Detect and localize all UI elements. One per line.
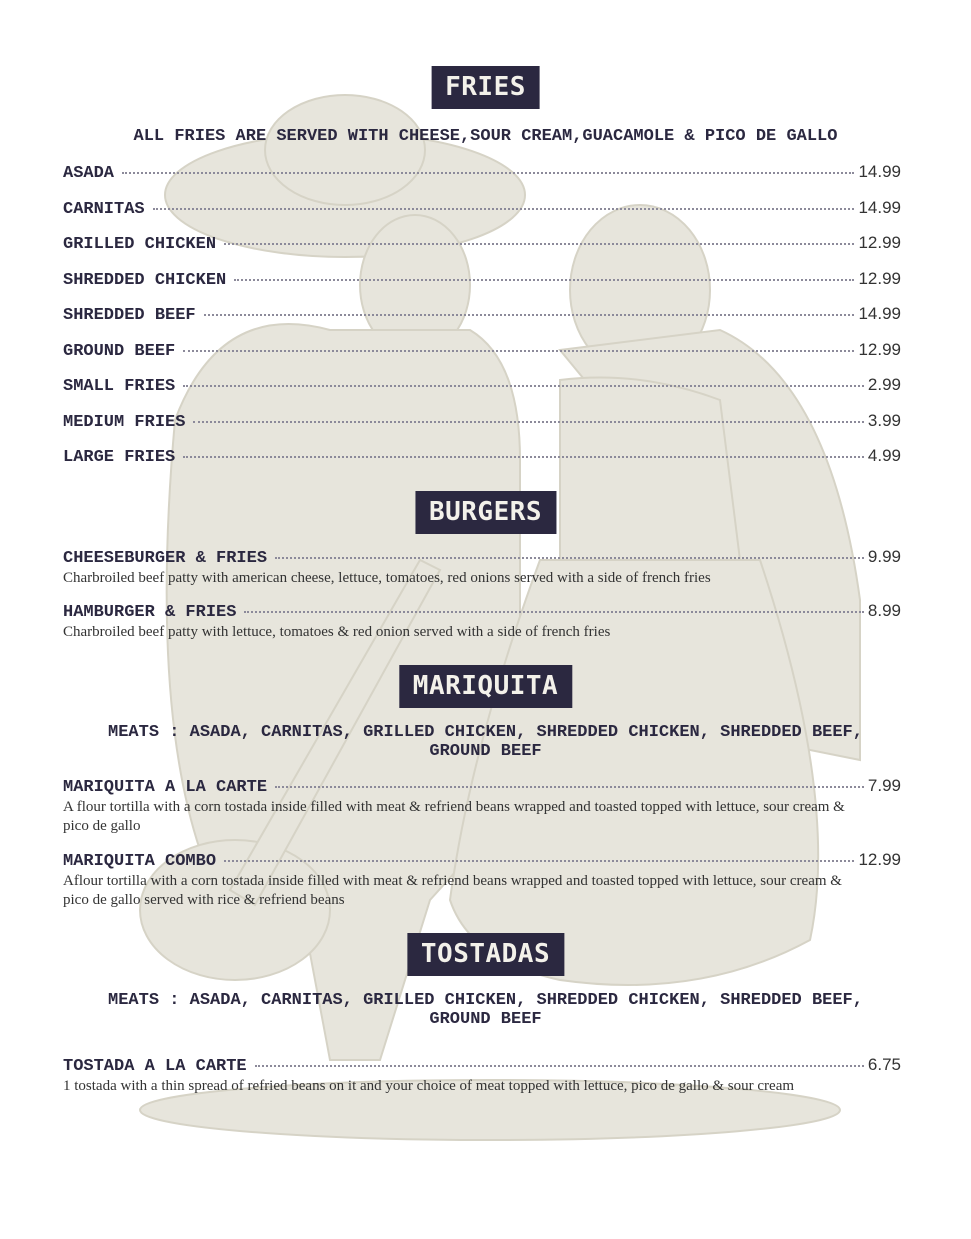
- menu-item: [63, 411, 901, 433]
- menu-item: [63, 375, 901, 397]
- dot-leader: [183, 384, 864, 387]
- item-name: CHEESEBURGER & FRIES: [63, 549, 268, 568]
- item-description: Charbroiled beef patty with lettuce, tomatoes & red onion served with a side of french fries: [63, 624, 611, 640]
- section-title-burgers: BURGERS: [415, 491, 556, 534]
- item-name: GRILLED CHICKEN: [63, 235, 217, 254]
- dot-leader: [183, 455, 864, 458]
- item-name: LARGE FRIES: [63, 448, 176, 467]
- item-price: 8.99: [867, 601, 901, 620]
- item-price: 14.99: [858, 304, 901, 323]
- dot-leader: [275, 785, 864, 788]
- dot-leader: [122, 171, 854, 174]
- item-name: TOSTADA A LA CARTE: [63, 1057, 247, 1076]
- item-price: 14.99: [858, 162, 901, 181]
- dot-leader: [275, 556, 864, 559]
- section-title-tostadas: TOSTADAS: [407, 933, 564, 976]
- menu-item: [63, 198, 901, 220]
- item-name: HAMBURGER & FRIES: [63, 603, 237, 622]
- item-price: 6.75: [867, 1055, 901, 1074]
- item-description: Aflour tortilla with a corn tostada inside filled with meat & refriend beans wrapped and toasted topped with lettuce, sour cream & pico de gallo served with rice & refriend beans: [63, 873, 842, 908]
- item-name: MEDIUM FRIES: [63, 413, 186, 432]
- item-price: 2.99: [867, 375, 901, 394]
- item-description: Charbroiled beef patty with american cheese, lettuce, tomatoes, red onions served with a side of french fries: [63, 570, 711, 586]
- item-name: SHREDDED CHICKEN: [63, 271, 227, 290]
- menu-item: [63, 162, 901, 184]
- item-name: MARIQUITA COMBO: [63, 852, 217, 871]
- dot-leader: [255, 1064, 864, 1067]
- item-name: MARIQUITA A LA CARTE: [63, 778, 268, 797]
- item-price: 12.99: [858, 269, 901, 288]
- item-name: CARNITAS: [63, 200, 145, 219]
- fries-note: ALL FRIES ARE SERVED WITH CHEESE,SOUR CREAM,GUACAMOLE & PICO DE GALLO: [133, 127, 838, 146]
- dot-leader: [204, 313, 855, 316]
- dot-leader: [234, 278, 854, 281]
- menu-item: [63, 340, 901, 362]
- menu-item: [63, 304, 901, 326]
- dot-leader: [153, 207, 855, 210]
- item-price: 12.99: [858, 233, 901, 252]
- item-price: 12.99: [858, 850, 901, 869]
- menu-item: [63, 233, 901, 255]
- section-title-mariquita: MARIQUITA: [399, 665, 572, 708]
- menu-item: [63, 1055, 901, 1096]
- item-price: 3.99: [867, 411, 901, 430]
- dot-leader: [244, 610, 863, 613]
- item-price: 12.99: [858, 340, 901, 359]
- item-name: SMALL FRIES: [63, 377, 176, 396]
- mariquita-meats-note: MEATS : ASADA, CARNITAS, GRILLED CHICKEN, SHREDDED CHICKEN, SHREDDED BEEF, GROUND BEEF: [108, 723, 863, 761]
- item-price: 14.99: [858, 198, 901, 217]
- dot-leader: [224, 242, 854, 245]
- item-description: 1 tostada with a thin spread of refried beans on it and your choice of meat topped with lettuce, pico de gallo & sour cream: [63, 1078, 795, 1094]
- menu-item: [63, 776, 901, 836]
- item-name: ASADA: [63, 164, 115, 183]
- item-price: 9.99: [867, 547, 901, 566]
- menu-item: [63, 601, 901, 642]
- section-title-fries: FRIES: [431, 66, 540, 109]
- dot-leader: [224, 859, 854, 862]
- tostadas-meats-note: MEATS : ASADA, CARNITAS, GRILLED CHICKEN, SHREDDED CHICKEN, SHREDDED BEEF, GROUND BEEF: [108, 991, 863, 1029]
- dot-leader: [183, 349, 854, 352]
- menu-item: [63, 446, 901, 468]
- menu-item: [63, 850, 901, 910]
- menu-item: [63, 269, 901, 291]
- item-description: A flour tortilla with a corn tostada inside filled with meat & refriend beans wrapped and toasted topped with lettuce, sour cream & pico de gallo: [63, 799, 845, 834]
- dot-leader: [193, 420, 863, 423]
- item-name: GROUND BEEF: [63, 342, 176, 361]
- item-name: SHREDDED BEEF: [63, 306, 196, 325]
- menu-item: [63, 547, 901, 588]
- item-price: 7.99: [867, 776, 901, 795]
- item-price: 4.99: [867, 446, 901, 465]
